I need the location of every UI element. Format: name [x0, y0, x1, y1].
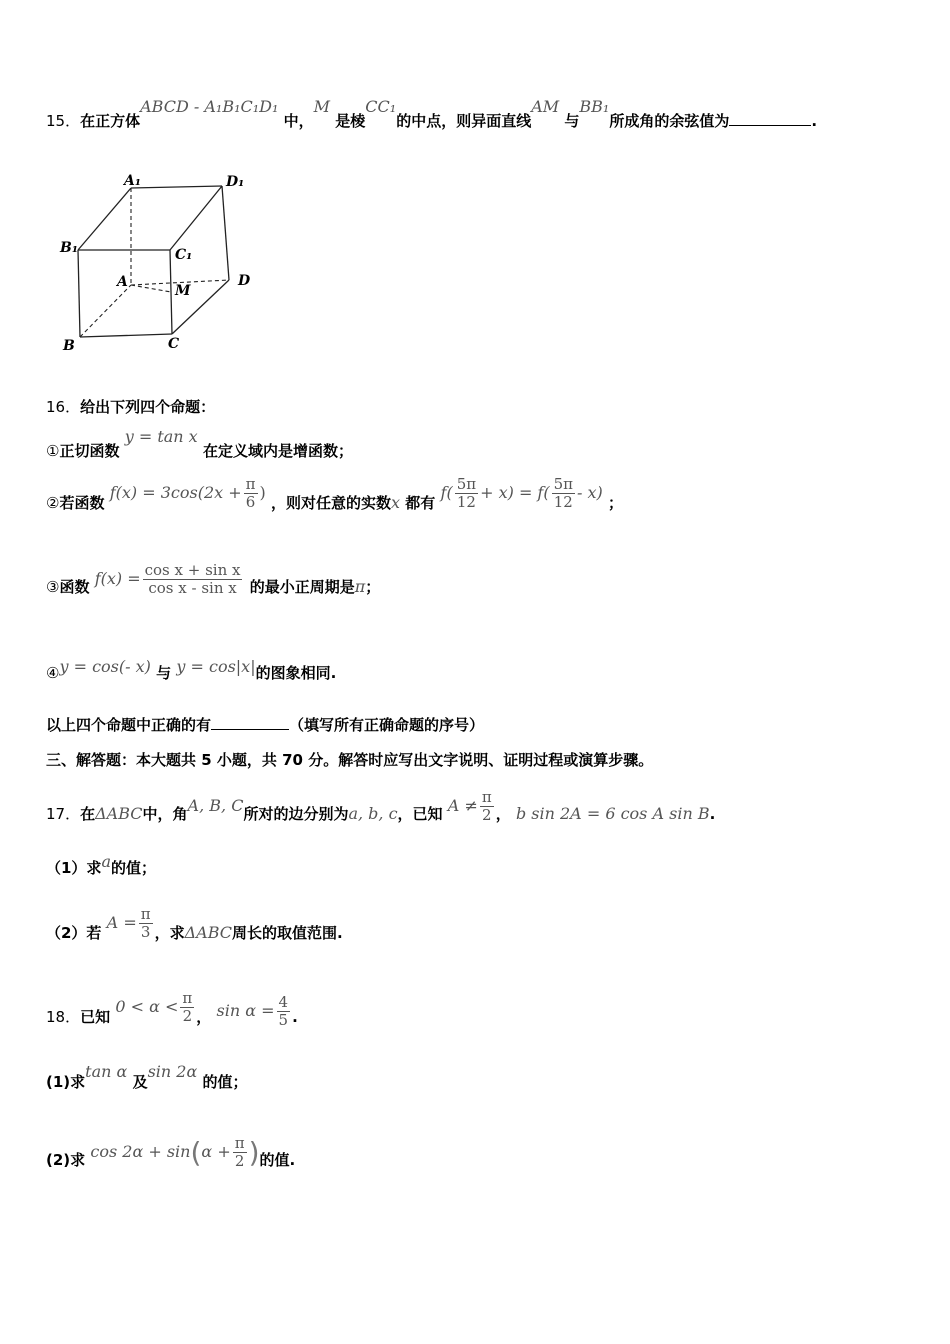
- section-heading: 三、解答题：本大题共 5 小题，共 70 分。解答时应写出文字说明、证明过程或演算步骤。: [46, 751, 654, 769]
- question-17: 17．在ΔABC中，角A, B, C所对的边分别为a, b, c，已知 A ≠ $\frac{\pi}{2}$ ， b sin 2A = 6 cos A sin B.: [46, 788, 716, 824]
- question-18-part-1: (1)求tan α 及sin 2α 的值；: [46, 1062, 248, 1091]
- question-18: 18．已知 0 < α < $\frac{\pi}{2}$ ， sin α = $\frac{4}{5}$ .: [46, 989, 298, 1029]
- question-number: 18．: [46, 1008, 81, 1026]
- math-cube: ABCD - A₁B₁C₁D₁: [140, 97, 279, 116]
- label-C: C: [168, 336, 180, 352]
- question-17-part-2: （2）若 A = $\frac{\pi}{3}$ ，求ΔABC周长的取值范围.: [46, 905, 343, 942]
- fraction: $\frac{\pi}{6}$: [245, 475, 256, 511]
- proposition-2: ②若函数 f(x) = 3cos(2x + $\frac{\pi}{6}$ ) ，则对任意的实数x 都有 f( $\frac{5\pi}{12}$ + x) = f( $\frac{5\pi}{12}$ - x) ；: [46, 475, 624, 512]
- question-17-part-1: （1）求a的值；: [46, 852, 156, 877]
- question-number: 17．: [46, 805, 81, 823]
- fraction: $\frac{\pi}{2}$: [234, 1134, 245, 1170]
- label-M: M: [175, 283, 191, 299]
- answer-blank[interactable]: [729, 111, 811, 126]
- label-D: D: [238, 273, 251, 289]
- question-number: 16．: [46, 398, 81, 416]
- fraction: $\frac{5\pi}{12}$: [456, 475, 477, 511]
- label-C1: C₁: [175, 247, 193, 263]
- question-18-part-2: (2)求 cos 2α + sin(α + $\frac{\pi}{2}$ )的值.: [46, 1134, 296, 1170]
- question-16: 16．给出下列四个命题：: [46, 398, 216, 416]
- label-B: B: [63, 338, 75, 354]
- proposition-4: ④y = cos(- x) 与 y = cos|x|的图象相同.: [46, 657, 337, 682]
- fraction: $\frac{\text{cos x + sin x}}{\text{cos x - sin x}}$: [144, 561, 241, 597]
- question-number: 15．: [46, 112, 81, 130]
- question-16-summary: 以上四个命题中正确的有 （填写所有正确命题的序号）: [46, 716, 485, 734]
- fraction: $\frac{\pi}{3}$: [140, 905, 151, 941]
- answer-blank[interactable]: [211, 715, 289, 730]
- label-D1: D₁: [226, 174, 245, 190]
- fraction: $\frac{4}{5}$: [278, 993, 289, 1029]
- label-A: A: [117, 274, 128, 290]
- cube-figure: [55, 170, 265, 360]
- label-A1: A₁: [124, 173, 141, 189]
- label-B1: B₁: [60, 240, 78, 256]
- proposition-3: ③函数 f(x) = $\frac{\text{cos x + sin x}}{\text{cos x - sin x}}$ 的最小正周期是π；: [46, 561, 381, 597]
- proposition-1: ①正切函数 y = tan x 在定义域内是增函数；: [46, 427, 353, 460]
- fraction: $\frac{5\pi}{12}$: [553, 475, 573, 511]
- fraction: $\frac{\pi}{2}$: [481, 788, 492, 824]
- question-15: 15．在正方体ABCD - A₁B₁C₁D₁ 中，M 是棱CC₁的中点，则异面直线AM 与BB₁所成角的余弦值为 .: [46, 97, 818, 130]
- fraction: $\frac{\pi}{2}$: [182, 989, 193, 1025]
